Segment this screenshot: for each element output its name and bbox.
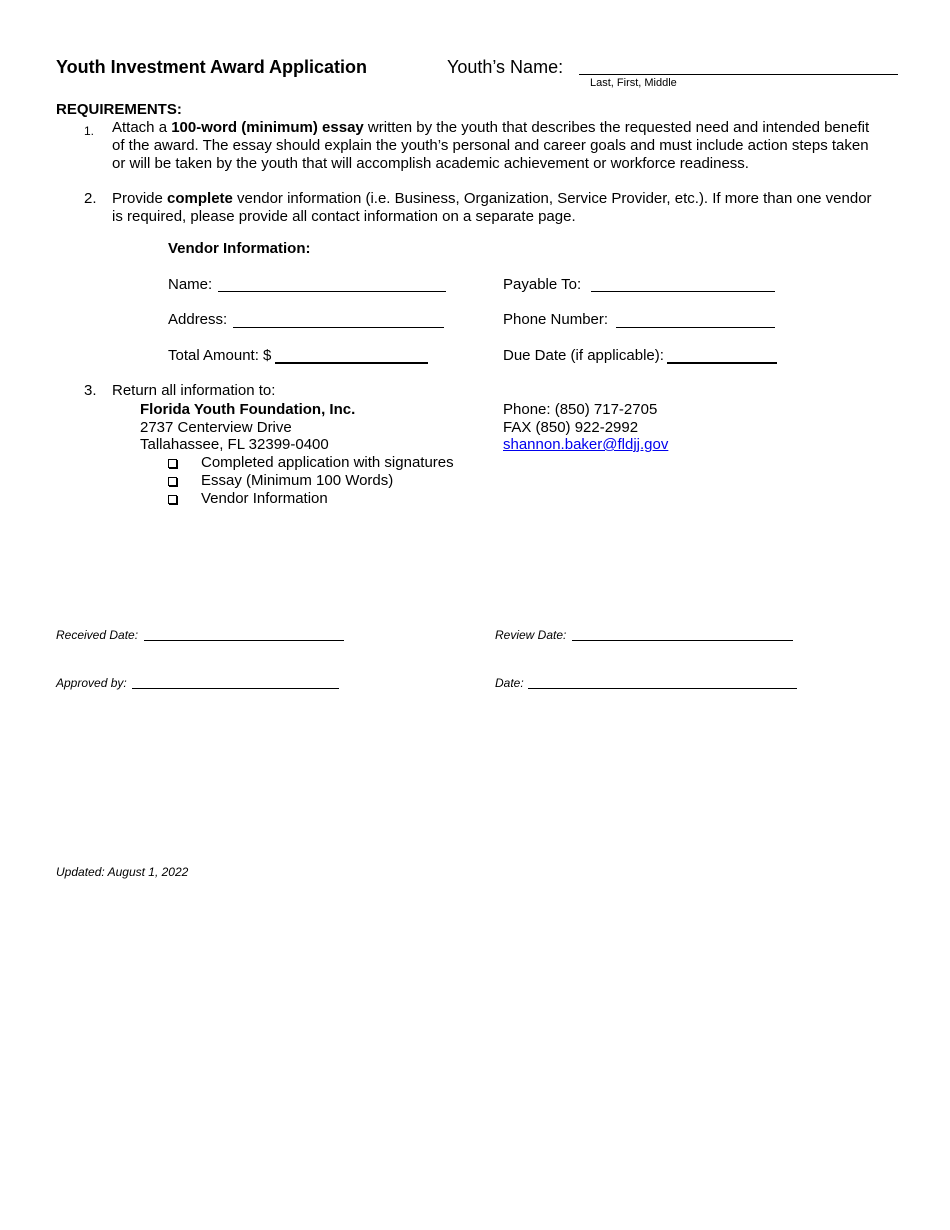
item-1-bold: 100-word (minimum) essay [171, 119, 364, 136]
item-1-pre: Attach a [112, 119, 172, 136]
approved-by-label: Approved by: [56, 676, 127, 690]
item-1-text [112, 119, 882, 173]
youth-name-label: Youth’s Name: [447, 57, 564, 77]
due-date-field[interactable] [667, 362, 777, 364]
org-city: Tallahassee, FL 32399-0400 [140, 436, 329, 453]
youth-name-hint: Last, First, Middle [590, 77, 677, 89]
vendor-name-field[interactable] [218, 291, 446, 292]
vendor-heading: Vendor Information: [168, 240, 311, 257]
item-1-number: 1. [84, 124, 95, 138]
received-date-field[interactable] [144, 640, 344, 641]
vendor-address-label: Address: [168, 311, 228, 328]
item-3-number: 3. [84, 382, 97, 399]
vendor-name-label: Name: [168, 276, 213, 293]
approval-date-field[interactable] [528, 688, 797, 689]
requirements-heading: REQUIREMENTS: [56, 101, 182, 118]
total-amount-label: Total Amount: $ [168, 347, 272, 364]
checklist-item-essay: Essay (Minimum 100 Words) [201, 472, 394, 489]
org-street: 2737 Centerview Drive [140, 419, 292, 436]
received-date-label: Received Date: [56, 628, 139, 642]
checklist-item-vendor: Vendor Information [201, 490, 328, 507]
item-2-bold: complete [167, 190, 233, 207]
payable-to-field[interactable] [591, 291, 775, 292]
org-phone: Phone: (850) 717-2705 [503, 401, 658, 418]
review-date-label: Review Date: [495, 628, 567, 642]
return-info-text: Return all information to: [112, 382, 276, 399]
approval-date-label: Date: [495, 676, 524, 690]
checkbox-icon[interactable] [168, 477, 177, 486]
approved-by-field[interactable] [132, 688, 339, 689]
total-amount-field[interactable] [275, 362, 428, 364]
org-fax: FAX (850) 922-2992 [503, 419, 639, 436]
phone-number-field[interactable] [616, 327, 775, 328]
youth-name-field[interactable] [579, 74, 898, 75]
form-title: Youth Investment Award Application [56, 57, 368, 77]
vendor-address-field[interactable] [233, 327, 444, 328]
due-date-label: Due Date (if applicable): [503, 347, 664, 364]
checklist-item-application: Completed application with signatures [201, 454, 454, 471]
item-2-number: 2. [84, 190, 97, 207]
updated-date: Updated: August 1, 2022 [56, 865, 189, 879]
item-2-text [112, 190, 882, 226]
org-email-link[interactable]: shannon.baker@fldjj.gov [503, 436, 669, 453]
item-1-post: written by the youth that describes the requested need and intended benefit of the award. The essay should explain the youth’s personal and career goals and must include action steps taken or will be taken by the youth that will accomplish academic achievement or workforce readiness. [112, 119, 870, 172]
phone-number-label: Phone Number: [503, 311, 609, 328]
payable-to-label: Payable To: [503, 276, 582, 293]
checkbox-icon[interactable] [168, 495, 177, 504]
checkbox-icon[interactable] [168, 459, 177, 468]
org-name: Florida Youth Foundation, Inc. [140, 401, 356, 418]
review-date-field[interactable] [572, 640, 793, 641]
item-2-post: vendor information (i.e. Business, Organization, Service Provider, etc.). If more than one vendor is required, please provide all contact information on a separate page. [112, 190, 872, 225]
item-2-pre: Provide [112, 190, 168, 207]
